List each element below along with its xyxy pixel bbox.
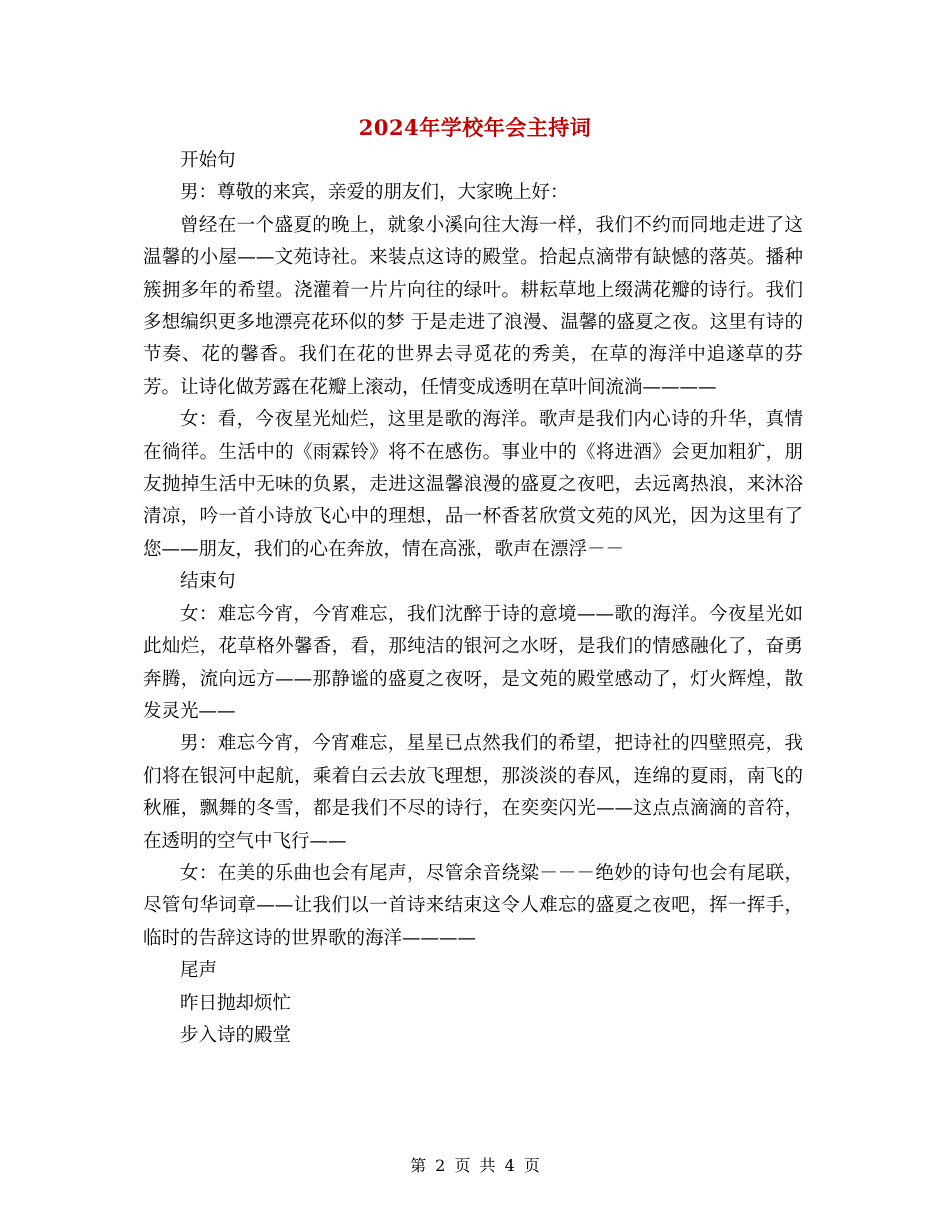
paragraph: 女：难忘今宵，今宵难忘，我们沈醉于诗的意境——歌的海洋。今夜星光如此灿烂，花草格外馨香，看，那纯洁的银河之水呀，是我们的情感融化了，奋勇奔腾，流向远方——那静谧的盛夏之夜呀，是文苑的殿堂感动了，灯火辉煌，散发灵光—— <box>143 603 803 722</box>
paragraph: 男：难忘今宵，今宵难忘，星星已点然我们的希望，把诗社的四壁照亮，我们将在银河中起航，乘着白云去放飞理想，那淡淡的春风，连绵的夏雨，南飞的秋雁，飘舞的冬雪，都是我们不尽的诗行，在奕奕闪光——这点点滴滴的音符，在透明的空气中飞行—— <box>143 733 803 852</box>
page-footer: 第 2 页 共 4 页 <box>410 1156 540 1175</box>
poem-line: 步入诗的殿堂 <box>180 1024 292 1046</box>
paragraph: 男：尊敬的来宾，亲爱的朋友们，大家晚上好： <box>180 182 569 204</box>
paragraph: 曾经在一个盛夏的晚上，就象小溪向往大海一样，我们不约而同地走进了这温馨的小屋——文苑诗社。来装点这诗的殿堂。拾起点滴带有缺憾的落英。播种簇拥多年的希望。浇灌着一片片向往的绿叶。耕耘草地上缀满花瓣的诗行。我们多想编织更多地漂亮花环似的梦 于是走进了浪漫、温馨的盛夏之夜。这里有诗的节奏、花的馨香。我们在花的世界去寻觅花的秀美，在草的海洋中追遂草的芬芳。让诗化做芳露在花瓣上滚动，任情变成透明在草叶间流淌———— <box>143 214 803 398</box>
paragraph: 女：在美的乐曲也会有尾声，尽管余音绕粱－－－绝妙的诗句也会有尾联，尽管句华词章——让我们以一首诗来结束这令人难忘的盛夏之夜吧，挥一挥手，临时的告辞这诗的世界歌的海洋———— <box>143 862 803 949</box>
document-title: 2024年学校年会主持词 <box>358 115 592 140</box>
paragraph: 女：看，今夜星光灿烂，这里是歌的海洋。歌声是我们内心诗的升华，真情在徜徉。生活中的《雨霖铃》将不在感伤。事业中的《将进酒》会更加粗犷，朋友抛掉生活中无味的负累，走进这温馨浪漫的盛夏之夜吧，去远离热浪，来沐浴清凉，吟一首小诗放飞心中的理想，品一杯香茗欣赏文苑的风光，因为这里有了您——朋友，我们的心在奔放，情在高涨，歌声在漂浮－－ <box>143 409 803 560</box>
section-heading-start: 开始句 <box>180 150 236 171</box>
poem-line: 昨日抛却烦忙 <box>180 992 292 1014</box>
section-heading-end: 结束句 <box>180 571 236 593</box>
document-body <box>143 145 803 1052</box>
section-heading-coda: 尾声 <box>180 960 218 982</box>
